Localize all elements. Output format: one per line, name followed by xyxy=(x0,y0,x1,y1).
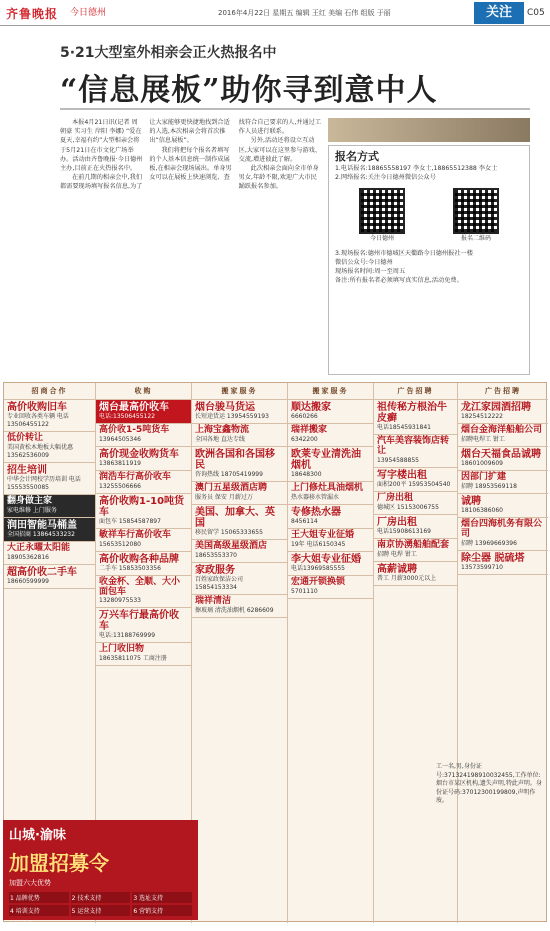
info-line: 1.电话报名:18865558197 李女士,18865512388 李女士 xyxy=(335,165,498,172)
ad-text: 18653553370 xyxy=(195,551,237,559)
ad-text: 15653512080 xyxy=(99,540,141,548)
ad-text: 8456114 xyxy=(291,517,318,525)
ad-title: 大正永曜太阳能 xyxy=(7,542,71,553)
qr-label: 报名二维码 xyxy=(460,235,491,242)
classified-ad[interactable] xyxy=(96,424,191,447)
classified-ad[interactable] xyxy=(4,542,95,565)
banner-item: 3 选址支持 xyxy=(132,892,192,903)
ad-title: 烟台最高价收车 xyxy=(99,402,169,413)
classified-ad[interactable] xyxy=(458,471,548,494)
ad-title: 诚聘 xyxy=(461,495,481,507)
classified-ad[interactable] xyxy=(458,447,548,471)
ad-title: 翻身做主家 xyxy=(7,495,53,506)
classified-ad[interactable] xyxy=(192,400,287,424)
ad-title: 因部门扩建 xyxy=(461,471,507,482)
ad-text: 百姓家政保洁公司 15854153334 xyxy=(195,575,244,591)
notice-text: 工一名,男,身份证号:371324198910032455,工作单位:烟台市某区机构,遗失声明,特此声明。身份证号码:37012300199809,声明作废。 xyxy=(436,763,542,804)
column-heading: 广告招聘 xyxy=(374,383,457,400)
classified-ad[interactable] xyxy=(96,447,191,471)
classified-ad[interactable] xyxy=(192,563,287,595)
ad-text: 5701110 xyxy=(291,587,318,595)
ad-title: 敏祥车行高价收车 xyxy=(99,529,172,540)
ad-text: 18106386060 xyxy=(461,506,503,514)
qr-label: 今日德州 xyxy=(369,235,394,242)
classified-ad[interactable] xyxy=(374,492,457,515)
classified-ad[interactable] xyxy=(4,565,95,589)
classified-ad[interactable] xyxy=(4,495,95,518)
ad-title: 南京协湧船舶配套 xyxy=(377,539,450,550)
ad-text: 13954588855 xyxy=(377,456,419,464)
ad-text: 18660599999 xyxy=(7,577,49,585)
ad-text: 普工 月薪3000元以上 xyxy=(377,574,437,582)
qr-block xyxy=(359,188,405,243)
ad-text: 18601009609 xyxy=(461,459,503,467)
classified-ad[interactable] xyxy=(374,515,457,539)
ad-text: 专业回收各类车辆 电话13506455122 xyxy=(7,413,69,428)
masthead xyxy=(0,0,550,26)
ad-text: 18905362816 xyxy=(7,553,49,561)
ad-text: 19年 电话6150345 xyxy=(291,540,346,548)
banner-grid xyxy=(3,890,198,918)
article-body xyxy=(60,118,322,376)
ad-title: 澳门五星级酒店聘 xyxy=(195,482,268,493)
page-number: C05 xyxy=(527,8,545,18)
banner-item: 1 品牌优势 xyxy=(9,892,69,903)
banner-brand: 山城·渝味 xyxy=(9,828,66,843)
classified-ad[interactable] xyxy=(374,468,457,492)
ad-title: 写字楼出租 xyxy=(377,469,427,481)
classified-ad[interactable] xyxy=(288,447,373,482)
title-rule xyxy=(60,108,530,110)
classified-ad[interactable] xyxy=(288,424,373,447)
ad-title: 烟台天福食品诚聘 xyxy=(461,448,541,460)
ad-title: 上门修灶具油烟机 xyxy=(291,482,364,493)
ad-text: 美国黄松木地板大幅优惠 13562536009 xyxy=(7,443,74,459)
ad-text: 6342200 xyxy=(291,435,318,443)
column-heading: 收购 xyxy=(96,383,191,400)
ad-title: 瑞祥清洁 xyxy=(195,595,232,606)
classified-ad[interactable] xyxy=(374,400,457,435)
classified-ad[interactable] xyxy=(374,435,457,468)
edition-label: 今日德州 xyxy=(70,8,107,18)
ad-text: 6660266 xyxy=(291,413,318,420)
ad-text: 热水器移水管漏水 xyxy=(291,493,340,501)
classified-ad[interactable] xyxy=(288,529,373,552)
ad-title: 龙江家园酒招聘 xyxy=(461,402,531,413)
ad-text: 招聘 电焊 钳工 xyxy=(377,550,417,558)
registration-info-box xyxy=(328,145,530,375)
ad-text: 全国各地 直达专线 xyxy=(195,435,245,443)
newspaper-logo: 齐鲁晚报 xyxy=(6,7,59,21)
headline-kicker: 5·21大型室外相亲会正火热报名中 xyxy=(60,45,277,61)
ad-title: 瑞祥搬家 xyxy=(291,425,328,435)
classified-ad[interactable] xyxy=(458,424,548,447)
info-line: 3.现场报名:德州市德城区天衢路今日德州报社一楼 xyxy=(335,250,473,257)
ad-title: 万兴车行最高价收车 xyxy=(99,610,179,633)
ad-title: 烟台金海洋船舶公司 xyxy=(461,425,543,435)
classified-column xyxy=(192,383,288,923)
classified-ad[interactable] xyxy=(288,576,373,599)
ad-title: 汽车美容装饰店转让 xyxy=(377,436,450,456)
ad-text: 家电维修 上门服务 xyxy=(7,506,57,514)
ad-text: 招聘电焊工 钳工 xyxy=(461,435,505,443)
ad-title: 高薪诚聘 xyxy=(377,563,417,575)
classified-ad[interactable] xyxy=(288,400,373,424)
column-heading: 广告招聘 xyxy=(458,383,548,400)
info-line: 2.网络报名:关注今日德州微信公众号 xyxy=(335,174,436,181)
classified-ad[interactable] xyxy=(374,539,457,562)
ad-text: 招聘 13969669396 xyxy=(461,539,517,547)
classified-ad[interactable] xyxy=(288,505,373,529)
ad-text: 服务员 保安 月薪过万 xyxy=(195,493,253,501)
column-heading: 搬家服务 xyxy=(288,383,373,400)
ad-text: 13255506666 xyxy=(99,482,141,490)
classified-ad[interactable] xyxy=(192,540,287,563)
classified-ad[interactable] xyxy=(458,494,548,518)
info-line: 现场报名时间:周一至周五 xyxy=(335,268,406,275)
classified-ad[interactable] xyxy=(458,400,548,424)
banner-sub: 加盟六大优势 xyxy=(9,879,51,887)
classified-ad[interactable] xyxy=(96,552,191,576)
section-tab[interactable]: 关注 xyxy=(474,2,524,24)
ad-text: 电话18545931841 xyxy=(377,424,431,431)
info-line: 微信公众号:今日德州 xyxy=(335,259,393,266)
banner-phone: 招商热线: 400-018-0088 xyxy=(9,922,80,929)
banner-item: 6 营销支持 xyxy=(132,905,192,916)
ad-title: 润浩车行高价收车 xyxy=(99,471,172,482)
ad-title: 上海宝鑫物流 xyxy=(195,425,250,435)
classified-ad[interactable] xyxy=(192,595,287,618)
classified-ad[interactable] xyxy=(96,576,191,609)
ad-text: 电话15908613169 xyxy=(377,527,431,535)
ad-title: 高价现金收购货车 xyxy=(99,448,179,460)
ad-title: 李大姐专业征婚 xyxy=(291,553,361,565)
ad-title: 欧洲各国和各国移民 xyxy=(195,448,275,471)
classified-ad[interactable] xyxy=(374,562,457,586)
classified-ad[interactable] xyxy=(4,463,95,495)
ad-text: 18254512222 xyxy=(461,413,503,420)
article-paragraph: 我们将把每个报名者填写的个人基本信息统一制作成展板,在相亲会现场展出。单身男女可以在展板上快速浏览、查找符合自己要求的人,并通过工作人员进行联系。 xyxy=(149,119,322,182)
ad-title: 家政服务 xyxy=(195,564,235,576)
issue-meta: 2016年4月22日 星期五 编辑 王红 美编 石伟 组版 于丽 xyxy=(218,9,391,17)
banner-main: 加盟招募令 xyxy=(9,851,109,875)
classified-ad[interactable] xyxy=(192,482,287,505)
ad-title: 美国高级星级酒店 xyxy=(195,540,268,551)
ad-title: 高价收购各种品牌 xyxy=(99,553,179,565)
classified-ad[interactable] xyxy=(458,518,548,551)
info-title: 报名方式 xyxy=(335,150,379,163)
ad-title: 宏通开锁换锁 xyxy=(291,576,346,587)
ad-text: 二手车 15853503356 xyxy=(99,564,161,572)
ad-title: 上门收旧物 xyxy=(99,644,145,655)
qr-code-icon[interactable] xyxy=(359,188,405,234)
ad-text: 13863811919 xyxy=(99,459,141,467)
ad-text: 13280975533 xyxy=(99,597,141,605)
qr-block xyxy=(453,188,499,243)
ad-text: 18635811075 工商注册 xyxy=(99,655,167,663)
column-heading: 搬家服务 xyxy=(192,383,287,400)
classified-ad[interactable] xyxy=(96,529,191,552)
ad-title: 高价收购1-10吨货车 xyxy=(99,495,185,518)
classified-ad[interactable] xyxy=(4,400,95,432)
classified-ad[interactable] xyxy=(4,432,95,463)
banner-item: 2 技术支持 xyxy=(71,892,131,903)
ad-text: 擦玻璃 清洗油烟机 6286609 xyxy=(195,606,274,614)
ad-title: 润田智能马桶盖 xyxy=(7,519,77,531)
franchise-banner[interactable] xyxy=(3,820,198,929)
ad-text: 长短途货运 13954559193 xyxy=(195,413,269,420)
ad-title: 祖传秘方根治牛皮癣 xyxy=(377,402,447,424)
ad-text: 面积200平 15953504540 xyxy=(377,480,451,488)
classified-ad[interactable] xyxy=(192,424,287,447)
classified-ad[interactable] xyxy=(4,518,95,542)
ad-text: 咨询热线 18705419999 xyxy=(195,470,263,478)
info-line: 备注:所有报名者必须填写真实信息,活动免费。 xyxy=(335,277,463,284)
classified-column xyxy=(288,383,374,923)
ad-text: 电话:13506455122 xyxy=(99,413,156,420)
ad-title: 厂房出租 xyxy=(377,516,417,528)
classified-ad[interactable] xyxy=(96,494,191,529)
ad-title: 高价收1-5吨货车 xyxy=(99,425,170,435)
ad-title: 低价转让 xyxy=(7,433,44,443)
article-paragraph: 另外,活动还将设立互动区,大家可以在这里参与游戏、交流,增进彼此了解。 xyxy=(238,137,322,163)
banner-item: 4 培训支持 xyxy=(9,905,69,916)
ad-title: 专修热水器 xyxy=(291,506,341,518)
ad-text: 中华会计网校学历培训 电话15553550085 xyxy=(7,475,81,491)
ad-title: 顺达搬家 xyxy=(291,402,331,413)
ad-text: 13964505346 xyxy=(99,435,141,443)
ad-title: 除尘器 脱硫塔 xyxy=(461,552,525,564)
ad-title: 收金杯、全顺、大小面包车 xyxy=(99,576,181,597)
ad-title: 厂房出租 xyxy=(377,492,414,503)
classified-ad[interactable] xyxy=(288,482,373,505)
column-heading: 招商合作 xyxy=(4,383,95,400)
event-photo xyxy=(328,118,530,142)
classified-ad[interactable] xyxy=(192,505,287,540)
ad-text: 全国招商 13864533232 xyxy=(7,530,75,538)
ad-text: 13573599710 xyxy=(461,563,503,571)
ad-title: 美国、加拿大、英国 xyxy=(195,506,275,529)
ad-text: 移民留学 15065333655 xyxy=(195,528,263,536)
ad-text: 德城区 15153006755 xyxy=(377,503,439,511)
ad-title: 王大姐专业征婚 xyxy=(291,529,355,540)
article-paragraph: 本报4月21日讯(记者 周朝豪 实习生 岸阳 李娜) “爱在夏天,幸福有约”大型相亲会将于5月21日在市文化广场举办。活动由齐鲁晚报·今日德州主办,目前正在火热报名中。 xyxy=(60,119,143,173)
ad-title: 高价收购旧车 xyxy=(7,402,67,413)
page-title: “信息展板”助你寻到意中人 xyxy=(60,73,438,108)
qr-row xyxy=(335,188,523,243)
classified-ad[interactable] xyxy=(96,608,191,643)
ad-title: 烟台四海机务有限公司 xyxy=(461,518,543,539)
qr-code-icon[interactable] xyxy=(453,188,499,234)
ad-title: 烟台骏马货运 xyxy=(195,402,255,413)
ad-text: 18648300 xyxy=(291,470,322,478)
classified-ad[interactable] xyxy=(96,471,191,494)
ad-text: 面包车 15854587897 xyxy=(99,517,161,525)
ad-title: 欧莱专业清洗油烟机 xyxy=(291,448,361,471)
classified-ad[interactable] xyxy=(192,447,287,482)
classified-ad[interactable] xyxy=(96,643,191,666)
ad-title: 招生培训 xyxy=(7,464,47,476)
classified-ad[interactable] xyxy=(288,552,373,576)
ad-title: 超高价收二手车 xyxy=(7,566,77,578)
ad-text: 电话:13188769999 xyxy=(99,632,156,640)
ad-text: 招聘 18953569118 xyxy=(461,482,517,490)
article-paragraph: 此次相亲会面向全市单身男女,年龄不限,欢迎广大市民踊跃报名参加。 xyxy=(238,165,319,191)
classified-ad[interactable] xyxy=(458,551,548,575)
ad-text: 电话13969585555 xyxy=(291,564,345,572)
classified-ad[interactable] xyxy=(96,400,191,424)
banner-item: 5 运营支持 xyxy=(71,905,131,916)
article-paragraph: 在前几期的相亲会中,我们都需要现场填写报名信息,为了让大家能够更快捷地找到合适的人选,本次相亲会将首次推出“信息展板”。 xyxy=(60,119,230,191)
